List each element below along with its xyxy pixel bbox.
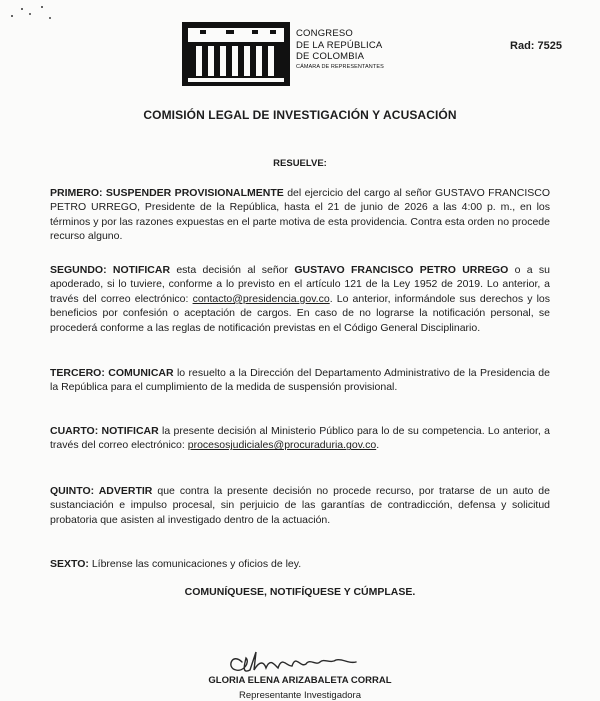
segundo-text-3: . Lo anterior, informándole sus derechos y los beneficios por confesión o aceptación de cargos. En caso de no lograrse la notificación personal, se procederá conforme a las reglas de notificación previstas en el Código General Disciplinario. bbox=[50, 292, 551, 334]
paragraph-sexto bbox=[50, 557, 550, 571]
scan-specks bbox=[8, 4, 68, 24]
sexto-text: Líbrense las comunicaciones y oficios de ley. bbox=[88, 558, 302, 570]
segundo-text-1: esta decisión al señor bbox=[170, 264, 295, 276]
document-title: COMISIÓN LEGAL DE INVESTIGACIÓN Y ACUSACIÓN bbox=[143, 108, 457, 122]
logo-text bbox=[296, 28, 384, 71]
logo-line-1: CONGRESO bbox=[296, 28, 354, 39]
tercero-lead: TERCERO: COMUNICAR bbox=[50, 367, 174, 379]
paragraph-tercero bbox=[50, 366, 550, 395]
primero-text: del ejercicio del cargo al señor GUSTAVO FRANCISCO PETRO URREGO, Presidente de la República, hasta el 21 de junio de 2026 a las 4:00 p. m., en los términos y por las razones expuestas en el parte motiva de esta providencia. Contra esta orden no procede recurso alguno. bbox=[50, 187, 550, 243]
paragraph-segundo bbox=[50, 263, 550, 335]
congress-building-logo-icon bbox=[182, 22, 290, 86]
paragraph-quinto bbox=[50, 484, 550, 527]
congress-logo bbox=[182, 22, 418, 86]
logo-line-3: DE COLOMBIA bbox=[296, 51, 365, 62]
quinto-text: que contra la presente decisión no procede recurso, por tratarse de un auto de sustanciación e impulso procesal, sin perjuicio de las garantías de contradicción, defensa y solicitud probatoria que asisten al investigado dentro de la actuación. bbox=[50, 485, 550, 526]
cuarto-tail: . bbox=[376, 439, 380, 452]
segundo-email-link[interactable]: contacto@presidencia.gov.co bbox=[192, 292, 330, 305]
tercero-text: lo resuelto a la Dirección del Departamento Administrativo de la Presidencia de la República para el cumplimiento de la medida de suspensión provisional. bbox=[50, 367, 550, 394]
cuarto-email-link[interactable]: procesosjudiciales@procuraduria.gov.co bbox=[187, 439, 377, 452]
closing-formula: COMUNÍQUESE, NOTIFÍQUESE Y CÚMPLASE. bbox=[184, 586, 416, 598]
quinto-lead: QUINTO: ADVERTIR bbox=[50, 485, 153, 497]
paragraph-cuarto bbox=[50, 424, 550, 453]
rad-number: Rad: 7525 bbox=[510, 40, 562, 52]
signer-name: GLORIA ELENA ARIZABALETA CORRAL bbox=[208, 675, 392, 686]
segundo-name: GUSTAVO FRANCISCO PETRO URREGO bbox=[294, 264, 509, 276]
logo-subline: CÁMARA DE REPRESENTANTES bbox=[296, 63, 384, 70]
primero-lead: PRIMERO: SUSPENDER PROVISIONALMENTE bbox=[50, 187, 284, 199]
segundo-text-2: o a su apoderado, si lo tuviere, conforme a lo previsto en el artículo 121 de la Ley 1952 de 2019. Lo anterior, a través del correo electrónico: bbox=[50, 264, 550, 305]
cuarto-lead: CUARTO: NOTIFICAR bbox=[50, 425, 159, 437]
sexto-lead: SEXTO: bbox=[50, 558, 89, 570]
paragraph-primero bbox=[50, 186, 550, 244]
segundo-lead: SEGUNDO: NOTIFICAR bbox=[50, 264, 171, 276]
signer-role: Representante Investigadora bbox=[239, 690, 361, 701]
logo-line-2: DE LA REPÚBLICA bbox=[296, 39, 383, 51]
cuarto-text: la presente decisión al Ministerio Público para lo de su competencia. Lo anterior, a través del correo electrónico: bbox=[50, 425, 551, 452]
resuelve-heading: RESUELVE: bbox=[273, 158, 327, 169]
handwritten-signature bbox=[220, 640, 380, 680]
